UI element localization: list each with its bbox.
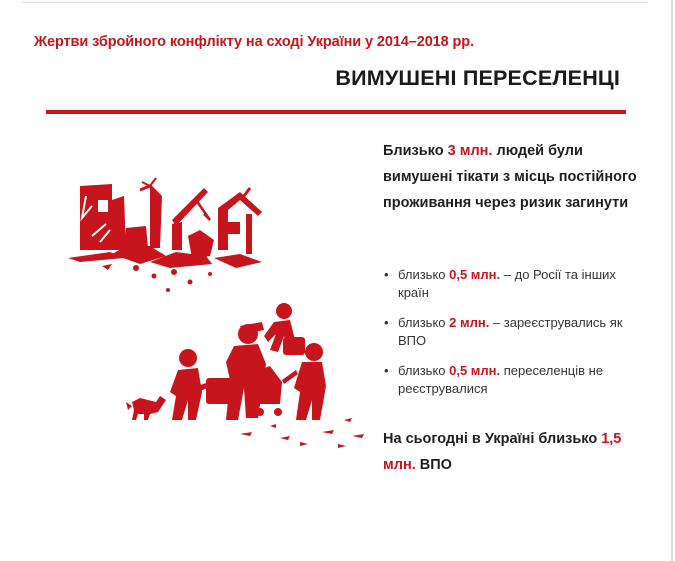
page-title: ВИМУШЕНІ ПЕРЕСЕЛЕНЦІ (335, 66, 620, 90)
main-highlight: 3 млн. (447, 143, 493, 159)
main-statement: Близько 3 млн. людей були вимушені тікати з місць постійного проживання через ризик загинути (383, 143, 637, 211)
list-item: • близько 0,5 млн. – до Росії та інших країн (384, 267, 616, 300)
list-item: • близько 0,5 млн. переселенців не реєструвалися (384, 363, 604, 396)
list-item: • близько 2 млн. – зареєструвались як ВПО (384, 315, 623, 348)
page-subtitle: Жертви збройного конфлікту на сході України у 2014–2018 рр. (34, 34, 474, 50)
bottom-highlight: 1,5 млн. (383, 431, 622, 473)
bottom-statement: На сьогодні в Україні близько 1,5 млн. ВПО (383, 431, 622, 473)
bullet-list (384, 266, 644, 410)
